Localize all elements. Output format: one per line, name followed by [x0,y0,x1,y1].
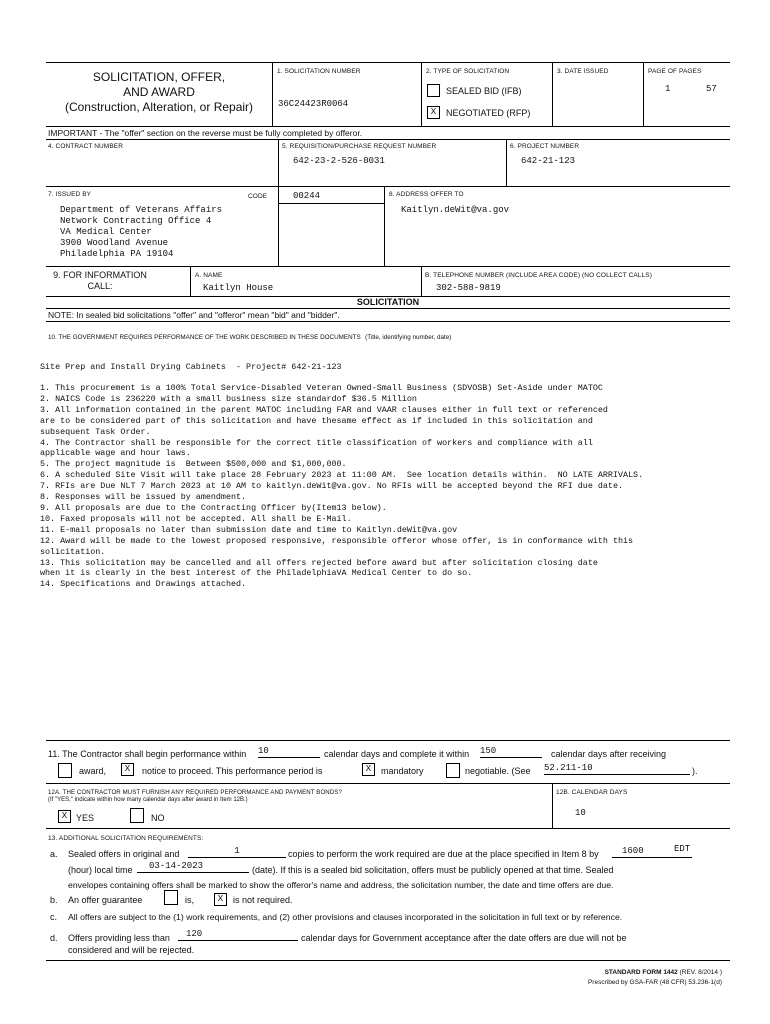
divider [421,266,422,296]
address-offer-to[interactable]: Kaitlyn.deWit@va.gov [401,205,510,215]
item4-label: 4. CONTRACT NUMBER [48,143,123,150]
negotiable-checkbox[interactable] [446,763,460,778]
instruction-line: 10. Faxed proposals will not be accepted. All shall be E-Mail. [40,513,352,524]
item11-text-a: 11. The Contractor shall begin performance within [48,749,247,759]
item10-suffix: (Title, identifying number, date) [365,334,452,341]
guarantee-not-label: is not required. [233,895,293,905]
footer-rev: (REV. 8/2014 ) [679,969,722,976]
item9-label [50,270,150,292]
negotiated-label: NEGOTIATED (RFP) [446,108,531,118]
divider [384,186,385,266]
item13c-prefix: c. [50,912,58,922]
instruction-line: 13. This solicitation may be cancelled and all offers rejected before award but after solicitation closing date [40,557,598,568]
notice-to-proceed-checkbox[interactable]: X [121,763,134,776]
form-title-line: SOLICITATION, OFFER, [92,70,226,84]
divider [278,203,384,204]
complete-days-field[interactable]: 150 [480,746,542,758]
item8-label: 8. ADDRESS OFFER TO [389,191,464,198]
work-title: Site Prep and Install Drying Cabinets - Project# 642-21-123 [40,362,342,372]
divider [278,139,279,186]
mandatory-checkbox[interactable]: X [362,763,375,776]
telephone-label: B. TELEPHONE NUMBER (INCLUDE AREA CODE) (NO COLLECT CALLS) [425,272,652,279]
award-label: award, [79,766,107,776]
divider [506,139,507,186]
item13a-text4: (date). If this is a sealed bid solicitation, offers must be publicly opened at that time. Sealed [252,865,614,875]
divider [46,266,730,267]
instruction-line: 1. This procurement is a 100% Total Service-Disabled Veteran Owned-Small Business (SDVOSB) Set-Aside under MATOC [40,383,603,393]
item13a-text1: Sealed offers in original and [68,849,180,859]
item13b-text1: An offer guarantee [68,895,143,905]
guarantee-not-checkbox[interactable]: X [214,893,227,906]
total-pages: 57 [706,84,717,94]
address-line: VA Medical Center [60,227,152,237]
code-label: CODE [248,193,268,200]
item11-close: ). [692,766,698,776]
calendar-days[interactable]: 10 [575,808,586,818]
item13d-text1: Offers providing less than [68,933,170,943]
mandatory-label: mandatory [381,766,424,776]
item13d-text2: calendar days for Government acceptance after the date offers are due will not be [301,933,627,943]
divider [46,740,730,741]
requisition-number[interactable]: 642-23-2-526-0031 [293,156,385,166]
footer-prescribed: Prescribed by GSA-FAR (48 CFR) 53.236-1(d) [587,979,722,986]
divider [278,186,279,266]
guarantee-is-checkbox[interactable] [164,890,178,905]
item11-text-b: calendar days and complete it within [324,749,470,759]
item12b-label: 12B. CALENDAR DAYS [556,789,628,796]
telephone-number[interactable]: 302-588-9819 [436,283,501,293]
instruction-line: 5. The project magnitude is Between $500,000 and $1,000,000. [40,459,347,470]
award-checkbox[interactable] [58,763,72,778]
item7-label: 7. ISSUED BY [48,191,92,198]
see-clause-field[interactable]: 52.211-10 [544,763,690,775]
instruction-line: 14. Specifications and Drawings attached. [40,579,247,590]
item13a-text3: (hour) local time [68,865,133,875]
item13a-text2: copies to perform the work required are due at the place specified in Item 8 by [288,849,599,859]
divider [643,62,644,126]
notice-to-proceed-label: notice to proceed. This performance period is [142,766,323,776]
instruction-line: 4. The Contractor shall be responsible for the correct title classification of workers and compliance with all [40,437,593,448]
item1-label: 1. SOLICITATION NUMBER [277,68,361,75]
solicitation-number[interactable]: 36C24423R0064 [278,99,349,109]
instruction-line: 9. All proposals are due to the Contracting Officer by(Item13 below). [40,502,387,513]
address-line: Philadelphia PA 19104 [60,249,174,259]
important-notice: IMPORTANT - The "offer" section on the reverse must be fully completed by offeror. [48,128,363,138]
divider [272,62,273,126]
item11-text-c: calendar days after receiving [551,749,667,759]
item12a-sub: (If "YES," indicate within how many calendar days after award in Item 12B.) [48,797,248,803]
item2-label: 2. TYPE OF SOLICITATION [426,68,510,75]
form-title-line: AND AWARD [123,85,195,99]
instruction-line: subsequent Task Order. [40,426,151,437]
bonds-yes-label: YES [76,813,95,823]
divider [46,308,730,309]
contact-name[interactable]: Kaitlyn House [203,283,274,293]
form-top-border [46,62,730,63]
item13c-text: All offers are subject to the (1) work requirements, and (2) other provisions and clauses incorporated in the solicitation in full text or by reference. [68,912,623,922]
divider [552,62,553,126]
divider [46,186,730,187]
instructions-list [40,383,643,590]
item9-label-line: 9. FOR INFORMATION [53,270,147,280]
item13-label: 13. ADDITIONAL SOLICITATION REQUIREMENTS: [48,835,204,842]
item13a-text5: envelopes containing offers shall be marked to show the offeror's name and address, the solicitation number, the date and time offers are due. [68,880,614,890]
name-label: A. NAME [195,272,223,279]
sealed-bid-label: SEALED BID (IFB) [446,86,522,96]
form-title-line: (Construction, Alteration, or Repair) [64,100,254,114]
item12a-label: 12A. THE CONTRACTOR MUST FURNISH ANY REQUIRED PERFORMANCE AND PAYMENT BONDS? [48,789,342,796]
due-time-field[interactable] [612,846,692,858]
item5-label: 5. REQUISITION/PURCHASE REQUEST NUMBER [282,143,437,150]
item13b-prefix: b. [50,895,58,905]
divider [46,783,730,784]
item13d-text3: considered and will be rejected. [68,945,195,955]
acceptance-days-field[interactable] [178,929,298,941]
item13a-prefix: a. [50,849,58,859]
divider [46,321,730,322]
due-time: 1600 [622,846,644,856]
footer-form-line [470,968,722,978]
divider [46,139,730,140]
divider [46,828,730,829]
item6-label: 6. PROJECT NUMBER [510,143,580,150]
instruction-line: are to be considered part of this solicitation and have thesame effect as if included in this solicitation and [40,415,593,426]
page-of-pages-label: PAGE OF PAGES [648,68,702,75]
due-date-field[interactable] [137,861,249,873]
item13d-prefix: d. [50,933,58,943]
item9-label-line: CALL: [87,281,113,291]
instruction-line: 11. E-mail proposals no later than submission date and time to Kaitlyn.deWit@va.gov [40,524,458,535]
issuer-code[interactable]: 00244 [293,191,321,201]
address-line: Network Contracting Office 4 [60,216,212,226]
instruction-line: solicitation. [40,546,106,557]
instruction-line: 12. Award will be made to the lowest proposed responsive, responsible offeror whose offer, is in conformance with this [40,535,634,546]
address-line: 3900 Woodland Avenue [60,238,169,248]
item10-label: 10. THE GOVERNMENT REQUIRES PERFORMANCE OF THE WORK DESCRIBED IN THESE DOCUMENTS [48,334,361,341]
time-zone: EDT [674,844,691,854]
page-number: 1 [665,84,671,94]
instruction-line: 3. All information contained in the parent MATOC including FAR and VAAR clauses either in full text or referenced [40,404,608,415]
item10-header [48,326,451,344]
acceptance-days: 120 [186,929,203,939]
divider [46,126,730,127]
divider [190,266,191,296]
address-line: Department of Veterans Affairs [60,205,223,215]
bonds-no-label: NO [151,813,165,823]
issued-by-address [60,205,222,260]
instruction-line: 8. Responses will be issued by amendment. [40,492,247,503]
form-bottom-border [46,960,730,961]
due-date: 03-14-2023 [149,861,204,871]
begin-days-field[interactable]: 10 [258,746,320,758]
item3-label: 3. DATE ISSUED [557,68,609,75]
sealed-bid-checkbox[interactable] [427,84,440,97]
footer-form-name: STANDARD FORM 1442 [604,969,678,976]
instruction-line: applicable wage and hour laws. [40,448,191,459]
bonds-no-checkbox[interactable] [130,808,144,823]
instruction-line: when it is clearly in the best interest of the PhiladelphiaVA Medical Center to do so. [40,568,473,579]
form-title [46,70,272,115]
negotiated-checkbox[interactable]: X [427,106,440,119]
instruction-line: 7. RFIs are Due NLT 7 March 2023 at 10 AM to kaitlyn.deWit@va.gov. No RFIs will be accepted beyond the RFI due date. [40,481,623,492]
guarantee-is-label: is, [185,895,194,905]
bid-note: NOTE: In sealed bid solicitations "offer" and "offeror" mean "bid" and "bidder". [48,310,340,320]
instruction-line: 2. NAICS Code is 236220 with a small business size standardof $36.5 Million [40,393,417,404]
project-number[interactable]: 642-21-123 [521,156,576,166]
divider [552,783,553,828]
divider [421,62,422,126]
bonds-yes-checkbox[interactable]: X [58,810,71,823]
copies-field[interactable]: 1 [188,846,286,858]
solicitation-header: SOLICITATION [356,297,420,307]
form-footer [470,968,722,988]
negotiable-label: negotiable. (See [465,766,531,776]
instruction-line: 6. A scheduled Site Visit will take place 28 February 2023 at 11:00 AM. See location details within. NO LATE ARRIVALS. [40,470,644,481]
